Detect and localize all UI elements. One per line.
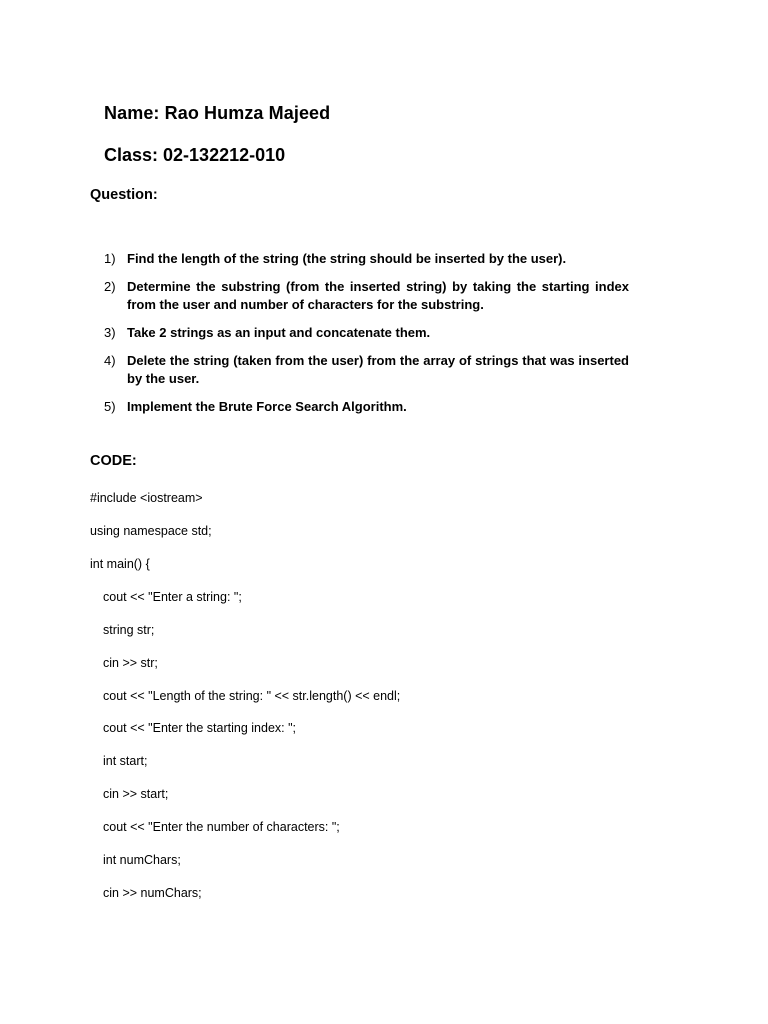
question-number: 5) <box>104 399 116 414</box>
question-number: 2) <box>104 279 116 294</box>
code-line: cin >> start; <box>103 787 169 801</box>
code-heading: CODE: <box>90 453 137 469</box>
code-line: #include <iostream> <box>90 491 203 505</box>
code-line: int main() { <box>90 557 150 571</box>
question-text: Delete the string (taken from the user) from the array of strings that was inserted by the user. <box>127 353 629 386</box>
question-heading: Question: <box>90 187 158 203</box>
code-line: cout << "Enter the number of characters: "; <box>103 820 340 834</box>
question-text: Take 2 strings as an input and concatenate them. <box>127 325 431 340</box>
student-name: Name: Rao Humza Majeed <box>104 103 331 123</box>
question-text: Find the length of the string (the string should be inserted by the user). <box>127 251 567 266</box>
code-line: cout << "Enter a string: "; <box>103 590 242 604</box>
question-text: Determine the substring (from the inserted string) by taking the starting index from the user and number of characters for the substring. <box>127 279 629 312</box>
student-class: Class: 02-132212-010 <box>104 145 286 165</box>
code-line: cin >> numChars; <box>103 886 202 900</box>
code-line: string str; <box>103 623 155 637</box>
question-text: Implement the Brute Force Search Algorithm. <box>127 399 407 414</box>
code-line: int start; <box>103 754 148 768</box>
code-line: int numChars; <box>103 853 181 867</box>
code-line: using namespace std; <box>90 524 212 538</box>
code-line: cout << "Length of the string: " << str.length() << endl; <box>103 689 401 703</box>
question-number: 3) <box>104 325 116 340</box>
question-number: 4) <box>104 353 116 368</box>
code-line: cout << "Enter the starting index: "; <box>103 721 297 735</box>
question-number: 1) <box>104 251 116 266</box>
code-line: cin >> str; <box>103 656 158 670</box>
